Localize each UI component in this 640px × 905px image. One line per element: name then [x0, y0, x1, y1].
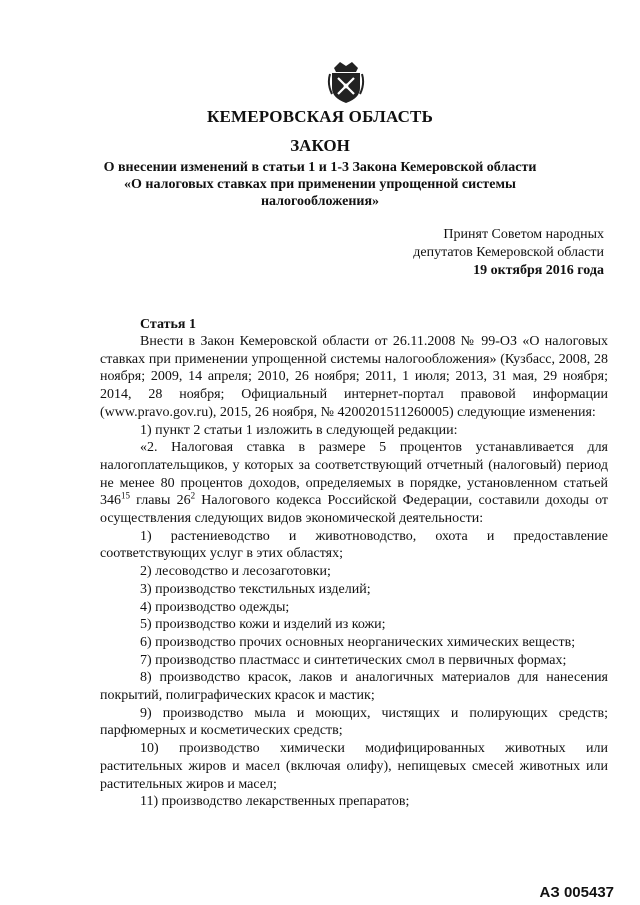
list-item: 5) производство кожи и изделий из кожи;	[140, 617, 386, 633]
quote-text: «2. Налоговая ставка в размере 5 процентов устанавливается для налогоплательщиков, у которых за соответствующий отчетный (налоговый) период не менее 80 процентов доходов, определяемых в порядке, установленном статьей 346	[100, 440, 608, 509]
law-title	[0, 159, 640, 210]
quoted-paragraph	[100, 439, 608, 528]
list-item: 1) растениеводство и животноводство, охота и предоставление соответствующих услуг в этих областях;	[100, 528, 608, 562]
article-body	[100, 333, 608, 811]
region-name: КЕМЕРОВСКАЯ ОБЛАСТЬ	[206, 107, 434, 126]
list-item: 3) производство текстильных изделий;	[140, 581, 371, 597]
adoption-block	[413, 226, 604, 280]
list-item: 6) производство прочих основных неорганических химических веществ;	[140, 634, 576, 650]
law-title-line: «О налоговых ставках при применении упрощенной системы	[124, 177, 516, 192]
list-item: 2) лесоводство и лесозаготовки;	[140, 564, 331, 580]
superscript: 2	[190, 490, 196, 501]
list-item: 11) производство лекарственных препаратов;	[140, 794, 410, 810]
list-item: 8) производство красок, лаков и аналогичных материалов для нанесения покрытий, полиграфических красок и мастик;	[100, 670, 608, 704]
quote-text: главы 26	[130, 493, 191, 509]
list-item: 9) производство мыла и моющих, чистящих и полирующих средств; парфюмерных и косметических средств;	[100, 705, 608, 739]
list-item: 4) производство одежды;	[140, 599, 290, 615]
article-point: 1) пункт 2 статьи 1 изложить в следующей редакции:	[140, 422, 458, 438]
article-intro: Внести в Закон Кемеровской области от 26.11.2008 № 99-ОЗ «О налоговых ставках при применении упрощенной системы налогообложения» (Кузбасс, 2008, 28 ноября; 2009, 14 апреля; 2010, 26 ноября; 2011, 1 июля; 2013, 31 мая, 29 ноября; 2014, 28 ноября; Официальный интернет-портал правовой информации (www.pravo.gov.ru), 2015, 26 ноября, № 4200201511260005) следующие изменения:	[100, 334, 608, 420]
article-heading: Статья 1	[140, 317, 196, 332]
adoption-line: Принят Советом народных	[443, 227, 604, 242]
coat-of-arms-icon	[326, 58, 366, 104]
adoption-line: депутатов Кемеровской области	[413, 245, 604, 260]
adoption-date: 19 октября 2016 года	[473, 263, 604, 278]
list-item: 10) производство химически модифицированных животных или растительных жиров и масел (включая олифу), непищевых смесей животных или растительных жиров и масел;	[100, 741, 608, 792]
serial-stamp: АЗ 005437	[539, 884, 614, 901]
list-item: 7) производство пластмасс и синтетических смол в первичных формах;	[140, 652, 567, 668]
law-title-line: О внесении изменений в статьи 1 и 1-3 Закона Кемеровской области	[103, 160, 537, 175]
law-title-line: налогообложения»	[260, 194, 380, 209]
superscript: 15	[121, 490, 130, 501]
document-type: ЗАКОН	[290, 136, 350, 155]
quote-text: Налогового кодекса Российской Федерации, составили доходы от осуществления следующих видов экономической деятельности:	[100, 493, 608, 527]
